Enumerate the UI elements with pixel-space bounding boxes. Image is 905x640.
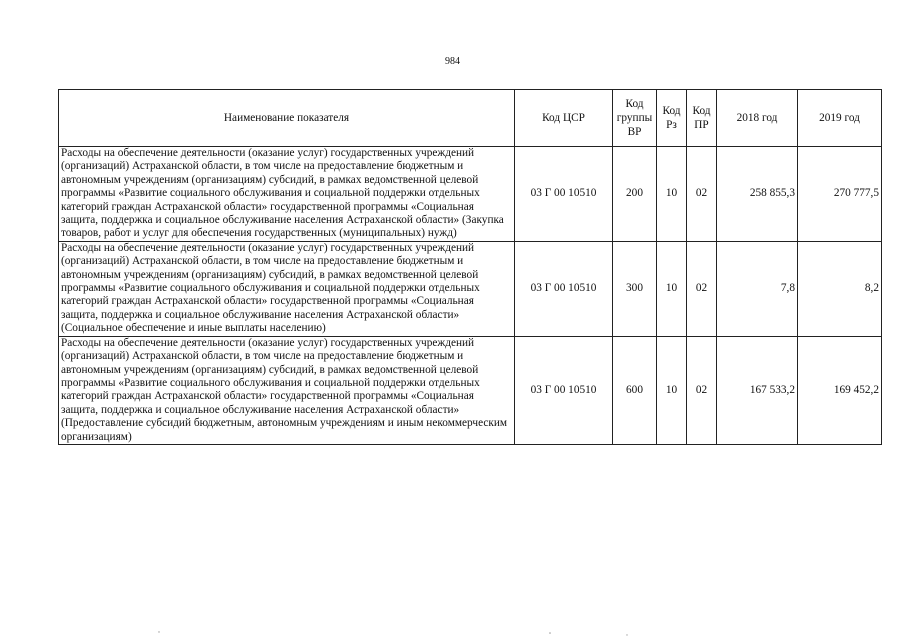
scan-speck — [626, 634, 627, 635]
row-pr-code: 02 — [687, 147, 717, 242]
row-value-2019: 169 452,2 — [798, 336, 882, 444]
row-vr-code: 300 — [613, 241, 657, 336]
header-rz-code: Код Рз — [657, 90, 687, 147]
header-name: Наименование показателя — [59, 90, 515, 147]
row-csr-code: 03 Г 00 10510 — [515, 241, 613, 336]
row-name: Расходы на обеспечение деятельности (оказание услуг) государственных учреждений (организаций) Астраханской области, в том числе на предоставление бюджетным и автономным учреждениям (организациям) субсидий, в рамках ведомственной целевой программы «Развитие социального обслуживания и социальной поддержки отдельных категорий граждан Астраханской области» государственной программы «Социальная защита, поддержка и социальное обслуживание населения Астраханской области» (Предоставление субсидий бюджетным, автономным учреждениям и иным некоммерческим организациям) — [59, 336, 515, 444]
row-rz-code: 10 — [657, 336, 687, 444]
row-value-2018: 258 855,3 — [717, 147, 798, 242]
header-vr-code: Код группы ВР — [613, 90, 657, 147]
header-csr-code: Код ЦСР — [515, 90, 613, 147]
row-name: Расходы на обеспечение деятельности (оказание услуг) государственных учреждений (организаций) Астраханской области, в том числе на предоставление бюджетным и автономным учреждениям (организациям) субсидий, в рамках ведомственной целевой программы «Развитие социального обслуживания и социальной поддержки отдельных категорий граждан Астраханской области» государственной программы «Социальная защита, поддержка и социальное обслуживание населения Астраханской области» (Закупка товаров, работ и услуг для обеспечения государственных (муниципальных) нужд) — [59, 147, 515, 242]
row-pr-code: 02 — [687, 336, 717, 444]
row-rz-code: 10 — [657, 241, 687, 336]
row-vr-code: 600 — [613, 336, 657, 444]
row-name: Расходы на обеспечение деятельности (оказание услуг) государственных учреждений (организаций) Астраханской области, в том числе на предоставление бюджетным и автономным учреждениям (организациям) субсидий, в рамках ведомственной целевой программы «Развитие социального обслуживания и социальной поддержки отдельных категорий граждан Астраханской области» государственной программы «Социальная защита, поддержка и социальное обслуживание населения Астраханской области» (Социальное обеспечение и иные выплаты населению) — [59, 241, 515, 336]
row-csr-code: 03 Г 00 10510 — [515, 147, 613, 242]
header-pr-code: Код ПР — [687, 90, 717, 147]
row-value-2019: 8,2 — [798, 241, 882, 336]
row-rz-code: 10 — [657, 147, 687, 242]
scan-speck — [158, 631, 159, 632]
row-value-2018: 7,8 — [717, 241, 798, 336]
page-number: 984 — [445, 56, 460, 67]
row-pr-code: 02 — [687, 241, 717, 336]
header-year-2018: 2018 год — [717, 90, 798, 147]
row-value-2019: 270 777,5 — [798, 147, 882, 242]
row-vr-code: 200 — [613, 147, 657, 242]
header-year-2019: 2019 год — [798, 90, 882, 147]
row-csr-code: 03 Г 00 10510 — [515, 336, 613, 444]
scan-speck — [549, 632, 551, 634]
row-value-2018: 167 533,2 — [717, 336, 798, 444]
